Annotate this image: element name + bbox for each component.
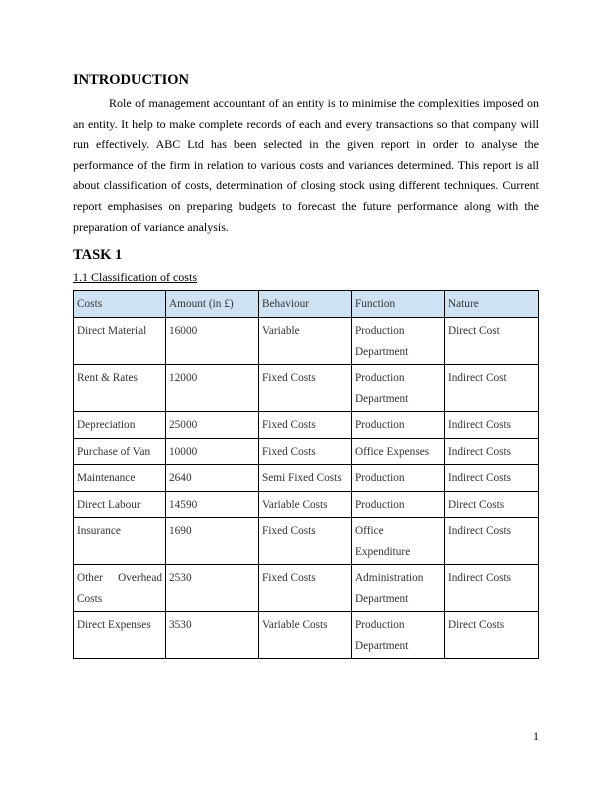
table-cell: 3530 <box>166 612 259 659</box>
table-cell: Maintenance <box>74 465 166 492</box>
table-cell: 2640 <box>166 465 259 492</box>
table-cell: Other Overhead Costs <box>74 565 166 612</box>
header-cell: Costs <box>74 291 166 318</box>
table-cell: Production Department <box>352 318 445 365</box>
table-row <box>74 412 539 439</box>
table-row <box>74 438 539 465</box>
table-cell: Indirect Costs <box>445 412 539 439</box>
table-cell: Fixed Costs <box>259 565 352 612</box>
intro-paragraph: Role of management accountant of an entity is to minimise the complexities imposed on an entity. It help to make complete records of each and every transactions so that company will run effectively. ABC Ltd has been selected in the given report in order to analyse the performance of the firm in relation to various costs and variances determined. This report is all about classification of costs, determination of closing stock using different techniques. Current report emphasises on preparing budgets to forecast the future performance along with the preparation of variance analysis. <box>73 96 539 234</box>
table-cell: Fixed Costs <box>259 438 352 465</box>
table-cell: Indirect Costs <box>445 465 539 492</box>
table-cell: Direct Labour <box>74 491 166 518</box>
table-cell: Indirect Costs <box>445 565 539 612</box>
table-row <box>74 318 539 365</box>
table-row <box>74 365 539 412</box>
table-row <box>74 491 539 518</box>
table-row <box>74 565 539 612</box>
task-heading: TASK 1 <box>73 247 123 263</box>
table-cell: Variable Costs <box>259 612 352 659</box>
header-cell: Behaviour <box>259 291 352 318</box>
table-cell: Rent & Rates <box>74 365 166 412</box>
table-cell: Variable Costs <box>259 491 352 518</box>
table-cell: Administration Department <box>352 565 445 612</box>
table-row <box>74 465 539 492</box>
table-cell: Direct Costs <box>445 491 539 518</box>
table-cell: Purchase of Van <box>74 438 166 465</box>
table-cell: Semi Fixed Costs <box>259 465 352 492</box>
table-cell: Fixed Costs <box>259 518 352 565</box>
table-cell: 16000 <box>166 318 259 365</box>
table-cell: Production Department <box>352 612 445 659</box>
table-cell: Office Expenses <box>352 438 445 465</box>
cost-classification-table <box>73 290 539 659</box>
header-cell: Nature <box>445 291 539 318</box>
subheading: 1.1 Classification of costs <box>73 270 197 284</box>
table-cell: Indirect Cost <box>445 365 539 412</box>
table-cell: Fixed Costs <box>259 365 352 412</box>
table-cell: Insurance <box>74 518 166 565</box>
table-cell: Production <box>352 491 445 518</box>
table-cell: Depreciation <box>74 412 166 439</box>
page-number: 1 <box>533 729 539 743</box>
table-cell: Direct Costs <box>445 612 539 659</box>
header-cell: Amount (in £) <box>166 291 259 318</box>
table-cell: Indirect Costs <box>445 518 539 565</box>
table-row <box>74 518 539 565</box>
table-cell: 12000 <box>166 365 259 412</box>
table-cell: Office Expenditure <box>352 518 445 565</box>
table-cell: Direct Expenses <box>74 612 166 659</box>
table-header-row <box>74 291 539 318</box>
intro-heading: INTRODUCTION <box>73 72 190 88</box>
table-cell: Production <box>352 465 445 492</box>
table-cell: 25000 <box>166 412 259 439</box>
table-cell: Direct Material <box>74 318 166 365</box>
table-cell: Fixed Costs <box>259 412 352 439</box>
table-cell: 14590 <box>166 491 259 518</box>
table-cell: 1690 <box>166 518 259 565</box>
table-cell: Indirect Costs <box>445 438 539 465</box>
header-cell: Function <box>352 291 445 318</box>
table-cell: Variable <box>259 318 352 365</box>
table-cell: 2530 <box>166 565 259 612</box>
table-row <box>74 612 539 659</box>
table-cell: Production Department <box>352 365 445 412</box>
table-cell: 10000 <box>166 438 259 465</box>
table-cell: Direct Cost <box>445 318 539 365</box>
table-cell: Production <box>352 412 445 439</box>
